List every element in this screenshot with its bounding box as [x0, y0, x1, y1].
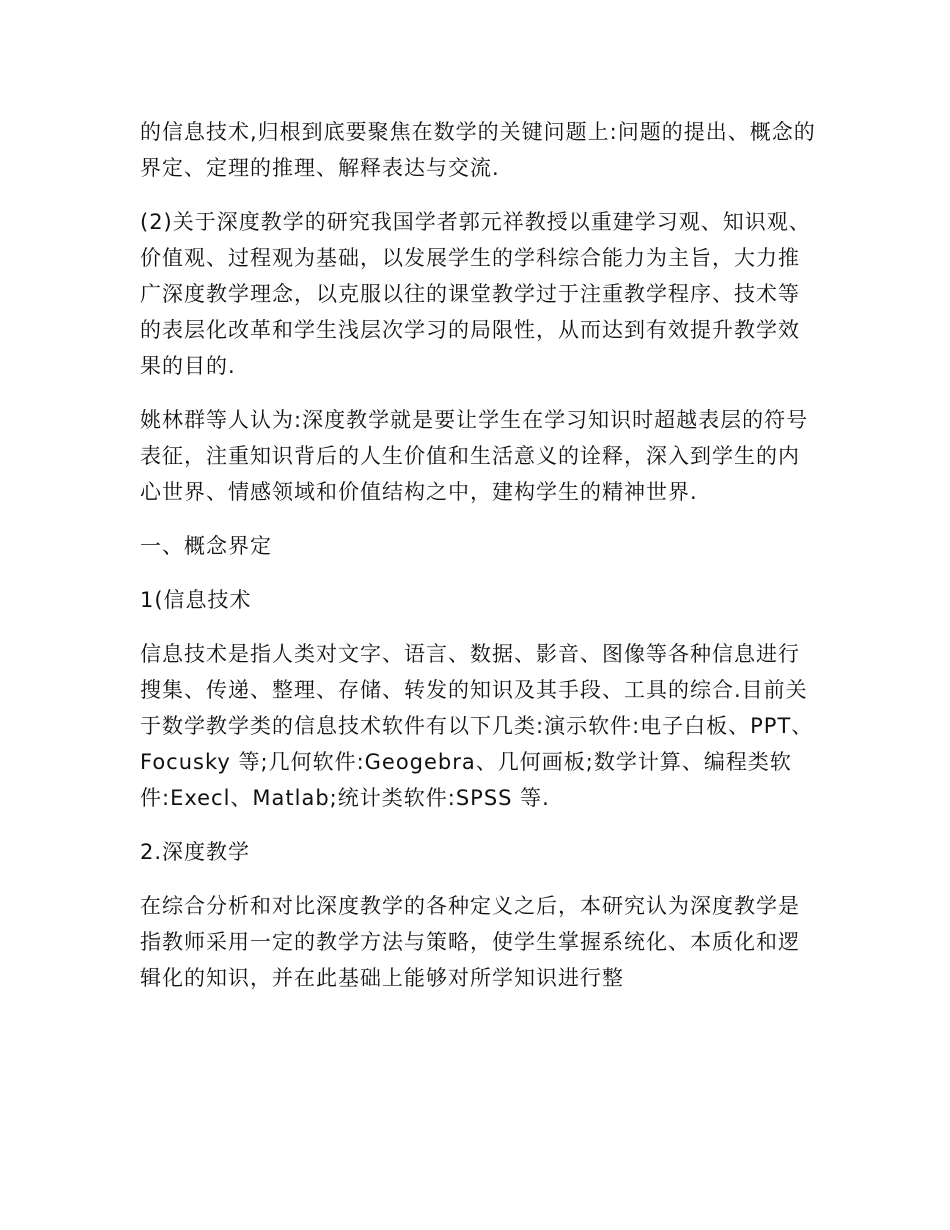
document-page	[140, 114, 820, 1014]
paragraph-info-tech-definition: 信息技术是指人类对文字、语言、数据、影音、图像等各种信息进行搜集、传递、整理、存储、转发的知识及其手段、工具的综合.目前关于数学教学类的信息技术软件有以下几类:演示软件:电子白板、PPT、Focusky 等;几何软件:Geogebra、几何画板;数学计算、编程类软件:Execl、Matlab;统计类软件:SPSS 等.	[140, 642, 814, 810]
subheading-deep-teaching: 2.深度教学	[140, 840, 251, 864]
paragraph-deep-teaching-definition: 在综合分析和对比深度教学的各种定义之后，本研究认为深度教学是指教师采用一定的教学方法与策略，使学生掌握系统化、本质化和逻辑化的知识，并在此基础上能够对所学知识进行整	[140, 894, 800, 990]
section-heading-concept-definition: 一、概念界定	[140, 534, 272, 558]
paragraph-info-tech-continuation: 的信息技术,归根到底要聚焦在数学的关键问题上:问题的提出、概念的界定、定理的推理、解释表达与交流.	[140, 120, 816, 180]
paragraph-guo-yuanxiang: (2)关于深度教学的研究我国学者郭元祥教授以重建学习观、知识观、价值观、过程观为基础，以发展学生的学科综合能力为主旨，大力推广深度教学理念，以克服以往的课堂教学过于注重教学程序、技术等的表层化改革和学生浅层次学习的局限性，从而达到有效提升教学效果的目的.	[140, 210, 811, 378]
paragraph-yao-linqun: 姚林群等人认为:深度教学就是要让学生在学习知识时超越表层的符号表征，注重知识背后的人生价值和生活意义的诠释，深入到学生的内心世界、情感领域和价值结构之中，建构学生的精神世界.	[140, 408, 809, 504]
subheading-information-technology: 1(信息技术	[140, 588, 252, 612]
